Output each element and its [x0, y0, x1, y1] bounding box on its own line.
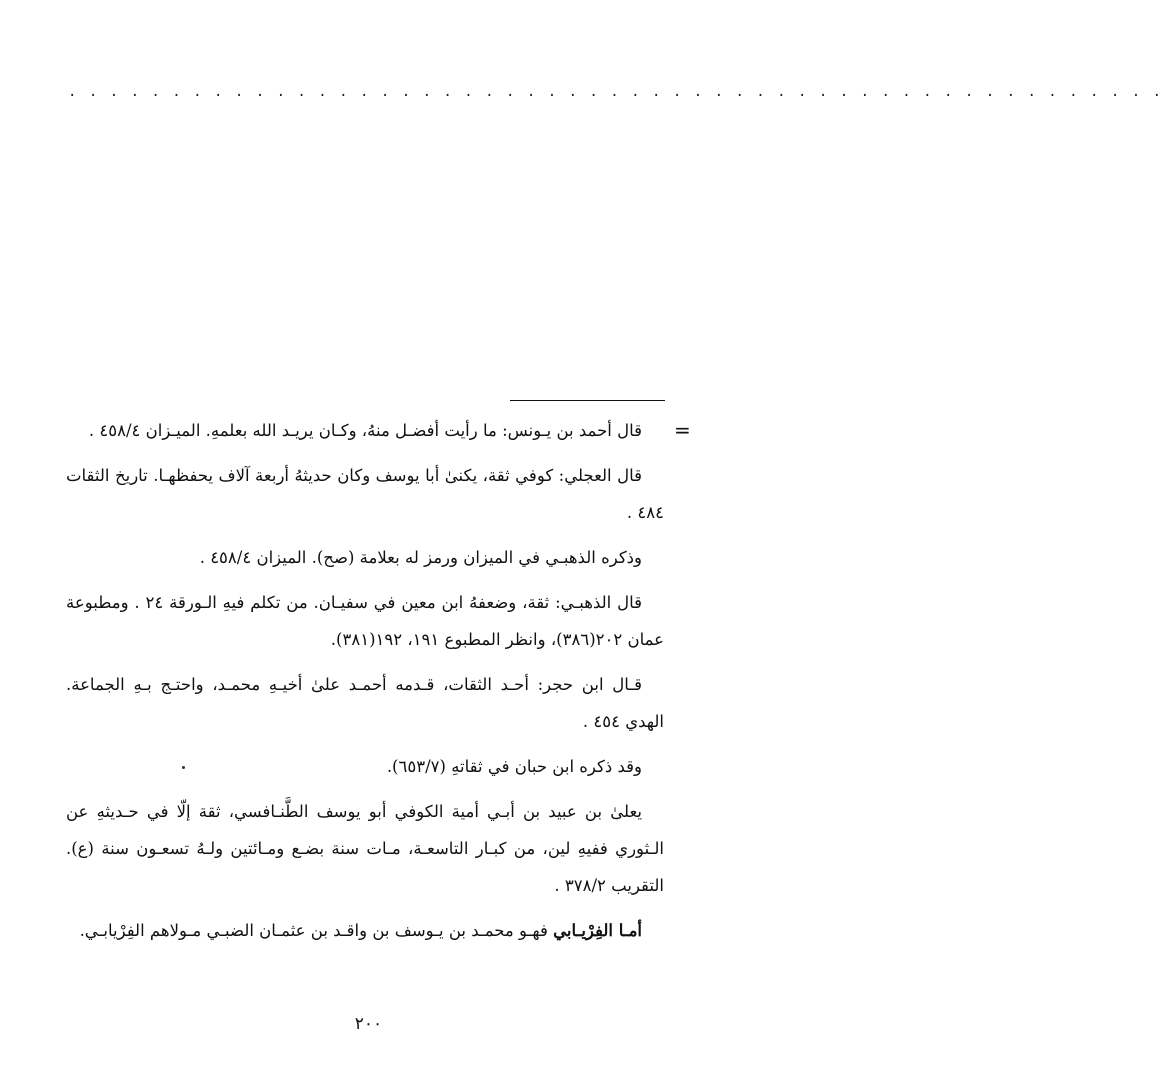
- separator-dots: . . . . . . . . . . . . . . . . . . . . . . . . . . . . . . . . . . . . . . . . . . . . . . . . . . . . .: [68, 84, 1163, 100]
- footnote-paragraph: [66, 539, 664, 576]
- footnote-paragraph: [66, 457, 664, 531]
- footnotes-section: [66, 412, 664, 957]
- print-speck: [182, 766, 185, 769]
- footnote-bold-lead: أمـا الفِرْيـابي: [553, 921, 642, 940]
- footnote-text: وقد ذكره ابن حبان في ثقاتهِ (٦٥٣/٧).: [386, 757, 642, 776]
- footnote-text: قال أحمد بن يـونس: ما رأيت أفضـل منهُ، وكـان يريـد الله بعلمهِ. الميـزان ٤٥٨/٤ .: [88, 421, 642, 440]
- continuation-mark: =: [674, 418, 691, 442]
- footnote-text: يعلىٰ بن عبيد بن أبـي أمية الكوفي أبو يوسف الطَّنـافسي، ثقة إلّا في حـديثهِ عن الـثوري ففيهِ لين، من كبـار التاسعـة، مـات سنة بضـع ومـائتين ولـهُ تسعـون سنة (ع). التقريب ٣٧٨/٢ .: [66, 802, 664, 895]
- footnote-text: وذكره الذهبـي في الميزان ورمز له بعلامة (صح). الميزان ٤٥٨/٤ .: [199, 548, 642, 567]
- footnote-text: قال الذهبـي: ثقة، وضعفهُ ابن معين في سفيـان. من تكلم فيهِ الـورقة ٢٤ . ومطبوعة عمان ٢٠٢(٣٨٦)، وانظر المطبوع ١٩١، ١٩٢(٣٨١).: [66, 593, 664, 649]
- footnote-paragraph: [66, 584, 664, 658]
- footnote-paragraph: [66, 412, 664, 449]
- footnote-text: فهـو محمـد بن يـوسف بن واقـد بن عثمـان الضبـي مـولاهم الفِرْيابـي.: [79, 921, 554, 940]
- footnote-text: قال العجلي: كوفي ثقة، يكنىٰ أبا يوسف وكان حديثهُ أربعة آلاف يحفظهـا. تاريخ الثقات ٤٨٤ .: [66, 466, 664, 522]
- page-number: ٢٠٠: [354, 1014, 383, 1034]
- footnote-rule: [510, 400, 665, 401]
- footnote-paragraph: [66, 666, 664, 740]
- footnote-paragraph: [66, 748, 664, 785]
- footnote-text: قـال ابن حجر: أحـد الثقات، قـدمه أحمـد علىٰ أخيـهِ محمـد، واحتـج بـهِ الجماعة. الهدي ٤٥٤ .: [66, 675, 664, 731]
- footnote-paragraph: [66, 793, 664, 904]
- footnote-paragraph: [66, 912, 664, 949]
